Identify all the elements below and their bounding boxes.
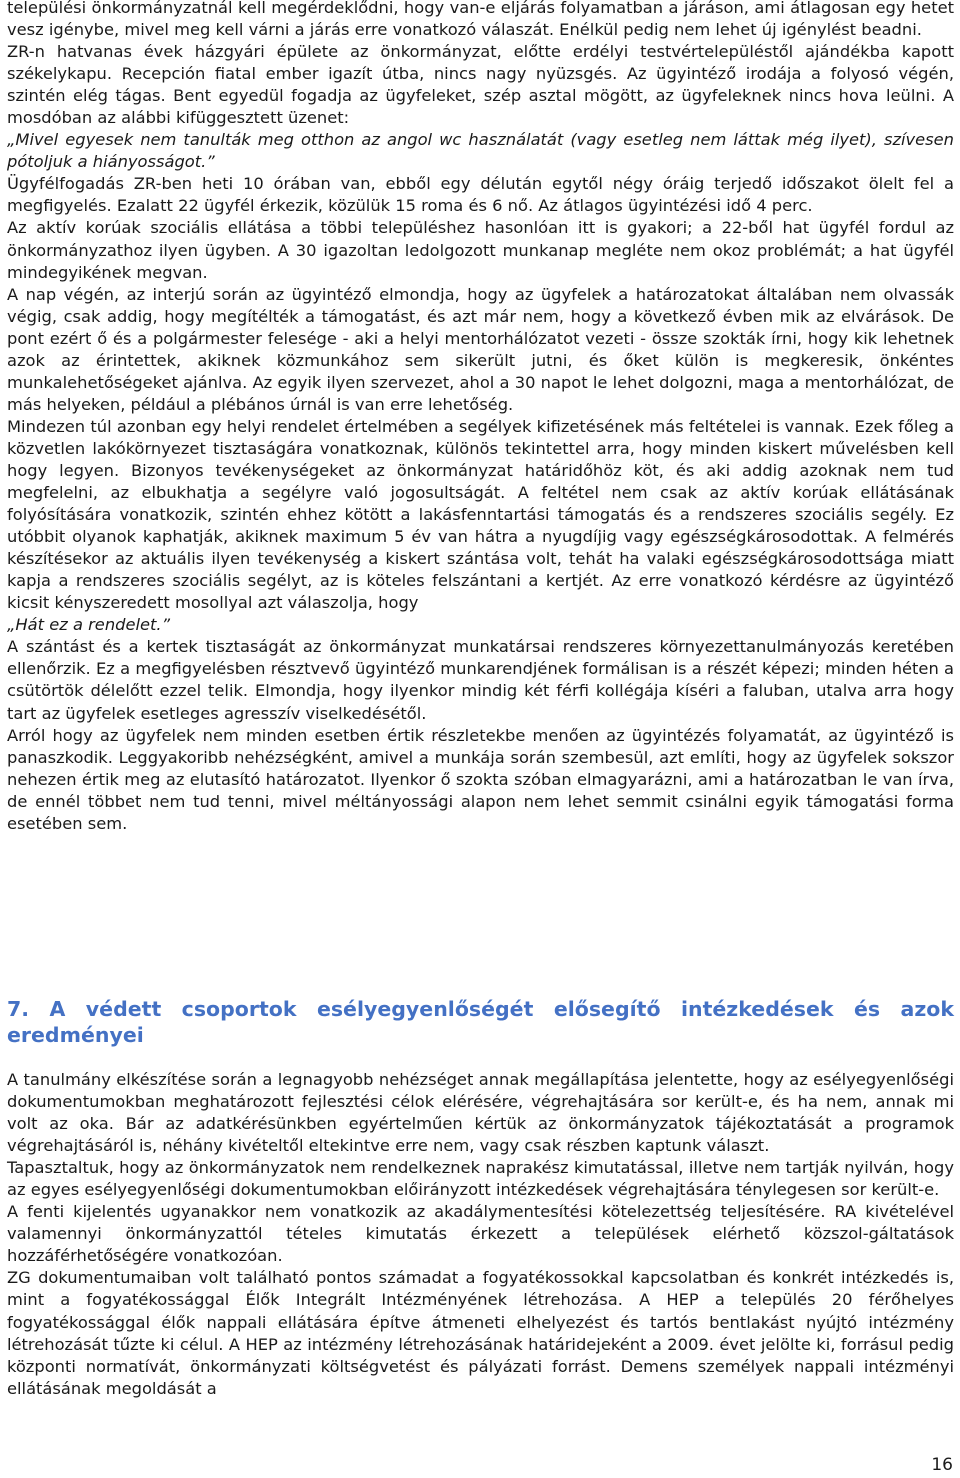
paragraph: A fenti kijelentés ugyanakkor nem vonatkozik az akadálymentesítési kötelezettség teljesítésére. RA kivételével valamennyi önkormányzattól tételes kimutatás érkezett a települések elérhető közszol-gáltatások hozzáférhetőségére vonatkozóan.	[7, 1202, 954, 1266]
page-number: 16	[931, 1455, 953, 1475]
section-heading: 7. A védett csoportok esélyegyenlőségét elősegítő intézkedések és azok eredményei	[7, 997, 954, 1047]
body-text-bottom	[0, 1069, 960, 1400]
paragraph: ZG dokumentumaiban volt található pontos számadat a fogyatékossokkal kapcsolatban és konkrét intézkedés is, mint a fogyatékossággal Élők Integrált Intézményének létrehozása. A HEP a település 20 férőhelyes fogyatékossággal élők nappali ellátására építve átmeneti elhelyezést és tartós bentlakást nyújtó intézmény létrehozását tűzte ki célul. A HEP az intézmény létrehozásának határidejeként a 2009. évet jelölte ki, forrásul pedig központi normatívát, önkormányzati költségvetést és pályázati forrást. Demens személyek nappali intézményi ellátásának megoldását a	[7, 1268, 954, 1398]
quote-paragraph: „Mivel egyesek nem tanulták meg otthon az angol wc használatát (vagy esetleg nem láttak még ilyet), szívesen pótoljuk a hiányosságot.”	[7, 130, 954, 172]
paragraph: A tanulmány elkészítése során a legnagyobb nehézséget annak megállapítása jelentette, hogy az esélyegyenlőségi dokumentumokban meghatározott fejlesztési célok elérésére, végrehajtására sor került-e, és ha nem, annak mi volt az oka. Bár az adatkérésünkben egyértelműen kértük az önkormányzatok tájékoztatását a programok végrehajtásáról is, néhány kivételtől eltekintve erre nem, vagy csak részben kaptunk választ.	[7, 1070, 954, 1156]
paragraph: A nap végén, az interjú során az ügyintéző elmondja, hogy az ügyfelek a határozatokat általában nem olvassák végig, csak addig, hogy megítélték a támogatást, és azt már nem, hogy a következő évben mik az elvárások. De pont ezért ő és a polgármester felesége - aki a helyi mentorhálózatot vezeti - össze szokták írni, hogy kik lehetnek azok az érintettek, akiknek közmunkához sem sikerült jutni, és őket külön is megkeresik, önkéntes munkalehetőségeket ajánlva. Az egyik ilyen szervezet, ahol a 30 napot le lehet dolgozni, maga a mentorhálózat, de más helyeken, például a plébános úrnál is van erre lehetőség.	[7, 284, 954, 414]
paragraph: Arról hogy az ügyfelek nem minden esetben értik részletekbe menően az ügyintézés folyamatát, az ügyintéző is panaszkodik. Leggyakoribb nehézségként, amivel a munkája során szembesül, azt említi, hogy az ügyfelek sokszor nehezen értik meg az elutasító határozatot. Ilyenkor ő szokta szóban elmagyarázni, ami a határozatban le van írva, de ennél többet nem tud tenni, mivel méltányossági alapon nem lehet semmit csinálni egyik támogatási forma esetében sem.	[7, 725, 954, 833]
paragraph: A szántást és a kertek tisztaságát az önkormányzat munkatársai rendszeres környezettanulmányozás keretében ellenőrzik. Ez a megfigyelésben résztvevő ügyintéző munkarendjének formálisan is a részét képezi; minden héten a csütörtök délelőtt ezzel telik. Elmondja, hogy ilyenkor mindig két férfi kollégája kíséri a faluban, utalva arra hogy tart az ügyfelek esetleges agresszív viselkedésétől.	[7, 637, 954, 723]
paragraph: települési önkormányzatnál kell megérdeklődni, hogy van-e eljárás folyamatban a járáson, ami átlagosan egy hetet vesz igénybe, mivel meg kell várni a járás erre vonatkozó válaszát. Enélkül pedig nem lehet új igénylést beadni.	[7, 0, 954, 40]
quote-paragraph: „Hát ez a rendelet.”	[7, 615, 171, 635]
paragraph: Ügyfélfogadás ZR-ben heti 10 órában van, ebből egy délután egytől négy óráig terjedő időszakot ölelt fel a megfigyelés. Ezalatt 22 ügyfél érkezik, közülük 15 roma és 6 nő. Az átlagos ügyintézési idő 4 perc.	[7, 174, 954, 216]
paragraph: Mindezen túl azonban egy helyi rendelet értelmében a segélyek kifizetésének más feltételei is vannak. Ezek főleg a közvetlen lakókörnyezet tisztaságára vonatkoznak, különös tekintettel arra, hogy minden kiskert művelésben kell hogy legyen. Bizonyos tevékenységeket az önkormányzat határidőhöz köt, és aki addig azoknak nem tud megfelelni, az elbukhatja a segélyre való jogosultságát. A feltétel nem csak az aktív korúak ellátásának folyósítására vonatkozik, szintén ehhez kötött a lakásfenntartási támogatás és a rendszeres szociális segély. Ez utóbbit olyanok kaphatják, akiknek maximum 5 év van hátra a nyugdíjig vagy egészségkárosodottak. A felmérés készítésekor az aktuális ilyen tevékenység a kiskert szántása volt, tehát ha valaki egészségkárosodottsága miatt kapja a rendszeres szociális segélyt, az is köteles felszántani a kertjét. Az erre vonatkozó kérdésre az ügyintéző kicsit kényszeredett mosollyal azt válaszolja, hogy	[7, 416, 954, 613]
paragraph: ZR-n hatvanas évek házgyári épülete az önkormányzat, előtte erdélyi testvértelepüléstől ajándékba kapott székelykapu. Recepción fiatal ember igazít útba, nincs nagy nyüzsgés. Az ügyintéző irodája a folyosó végén, szintén elég tágas. Bent egyedül fogadja az ügyfeleket, szép asztal mögött, az ügyfeleknek nincs hova leülni. A mosdóban az alábbi kifüggesztett üzenet:	[7, 42, 954, 128]
paragraph: Tapasztaltuk, hogy az önkormányzatok nem rendelkeznek naprakész kimutatással, illetve nem tartják nyilván, hogy az egyes esélyegyenlőségi dokumentumokban előirányzott intézkedések végrehajtására ténylegesen sor került-e.	[7, 1158, 954, 1200]
section-heading-block	[0, 996, 960, 1048]
paragraph: Az aktív korúak szociális ellátása a többi településhez hasonlóan itt is gyakori; a 22-ből hat ügyfél fordul az önkormányzathoz ilyen ügyben. A 30 igazoltan ledolgozott munkanap megléte nem okoz problémát; a hat ügyfél mindegyikének megvan.	[7, 218, 954, 282]
